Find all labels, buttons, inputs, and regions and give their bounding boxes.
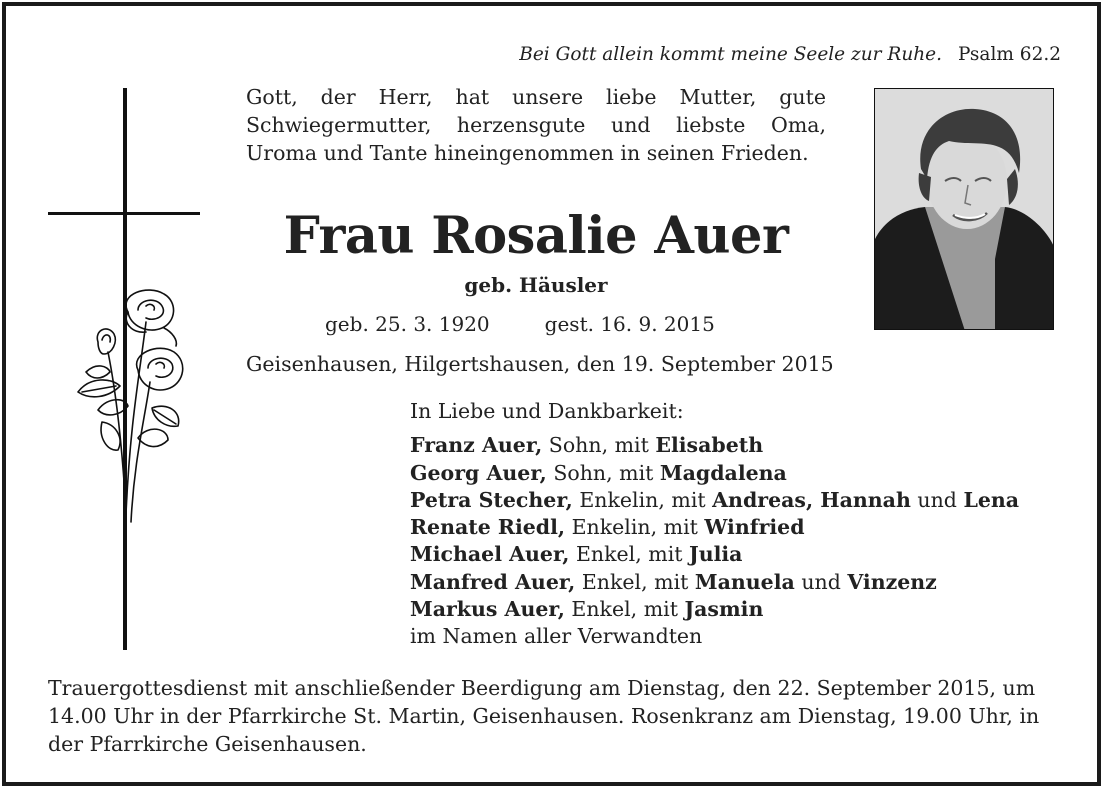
cross-bar (48, 212, 200, 215)
mourners-block (410, 398, 1070, 651)
mourner-relation: und (910, 487, 964, 512)
closing-line: im Namen aller Verwandten (410, 624, 703, 649)
service-info: Trauergottesdienst mit anschließender Beerdigung am Dienstag, den 22. September 2015, um 14.00 Uhr in der Pfarrkirche St. Martin, Geisenhausen. Rosenkranz am Dienstag, 19.00 Uhr, in der Pfarrkirche Geisenhausen. (48, 676, 1040, 756)
birth-date: geb. 25. 3. 1920 (325, 312, 490, 336)
place-date: Geisenhausen, Hilgertshausen, den 19. September 2015 (246, 352, 834, 376)
mourner-name: Manfred Auer, (410, 569, 576, 594)
mourner-name: Magdalena (659, 460, 787, 485)
motto-verse: Bei Gott allein kommt meine Seele zur Ruhe. (519, 44, 942, 65)
mourner-relation: Enkel, mit (564, 597, 685, 622)
mourner-relation: und (794, 569, 848, 594)
mourner-relation: Enkelin, mit (572, 487, 713, 512)
mourner-name: Jasmin (684, 597, 764, 622)
mourner-list (410, 432, 1070, 623)
mourner-row (410, 514, 1070, 541)
motto-reference: Psalm 62.2 (957, 44, 1061, 65)
mourner-name: Manuela (694, 569, 795, 594)
death-date: gest. 16. 9. 2015 (544, 312, 715, 336)
mourner-name: Winfried (704, 515, 805, 540)
deceased-name: Frau Rosalie Auer (283, 206, 789, 266)
mourner-relation: Enkel, mit (575, 569, 695, 594)
mourner-relation: Sohn, mit (546, 460, 660, 485)
portrait-image (875, 89, 1054, 330)
mourner-name: Franz Auer, (410, 433, 543, 458)
motto (406, 44, 1061, 65)
mourner-row (410, 541, 1070, 568)
mourner-name: Michael Auer, (410, 542, 570, 567)
mourner-relation: Sohn, mit (542, 433, 656, 458)
mourner-name: Petra Stecher, (410, 487, 573, 512)
life-dates (325, 312, 715, 336)
mourner-name: Georg Auer, (410, 460, 547, 485)
mourner-name: Lena (963, 487, 1020, 512)
mourner-row (410, 460, 1070, 487)
mourner-row (410, 432, 1070, 459)
birth-name: geb. Häusler (464, 273, 608, 297)
intro-text: Gott, der Herr, hat unsere liebe Mutter, gute Schwiegermutter, herzensgute und liebste Oma, Uroma und Tante hineingenommen in seinen Frieden. (246, 85, 826, 165)
mourner-name: Renate Riedl, (410, 515, 566, 540)
mourner-name: Julia (689, 542, 743, 567)
mourner-name: Vinzenz (847, 569, 937, 594)
mourner-row (410, 569, 1070, 596)
mourner-name: Markus Auer, (410, 597, 565, 622)
mourner-name: Elisabeth (655, 433, 764, 458)
mourner-relation: Enkel, mit (569, 542, 689, 567)
roses-icon (68, 282, 192, 532)
portrait-photo (874, 88, 1054, 330)
thanks-line: In Liebe und Dankbarkeit: (410, 399, 684, 423)
mourner-relation: Enkelin, mit (565, 515, 705, 540)
mourner-name: Andreas, Hannah (712, 487, 911, 512)
mourner-row (410, 596, 1070, 623)
mourner-row (410, 487, 1070, 514)
